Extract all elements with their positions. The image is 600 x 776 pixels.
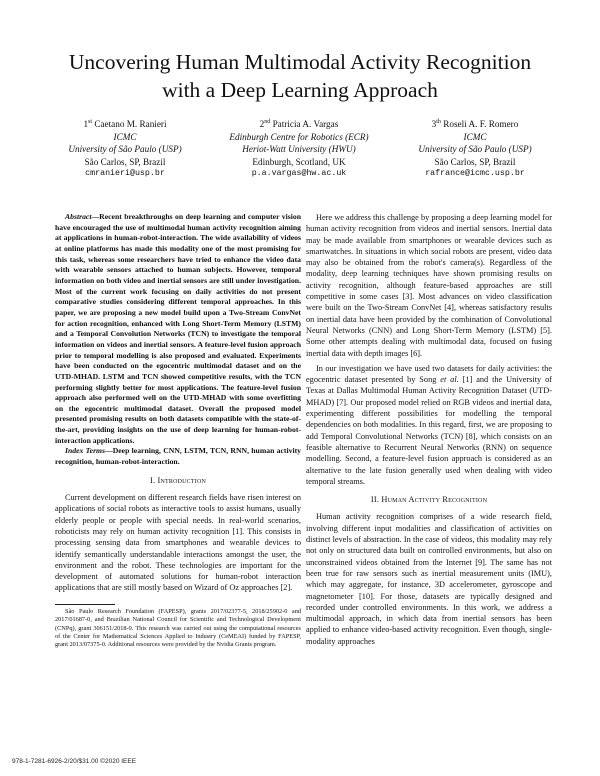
author-location: Edinburgh, Scotland, UK bbox=[252, 156, 346, 167]
right-column bbox=[306, 212, 552, 647]
footnote-divider bbox=[55, 604, 115, 605]
left-column bbox=[55, 212, 301, 650]
author-affiliation: University of São Paulo (USP) bbox=[68, 144, 182, 154]
author-name: 3th Roseli A. F. Romero bbox=[431, 118, 519, 129]
har-paragraph-1: Human activity recognition comprises of a wide research field, involving different input modalities and classification of activities on distinct levels of abstraction. In the case of videos, this modality may rely not only on structured data built on controlled environments, but also on unconstrained videos obtained from the Internet [9]. The same has not been true for raw sensors such as inertial measurement units (IMU), which may aggregate, for instance, 3D accelerometer, gyroscope and magnetometer [10]. For those, datasets are typically designed and recorded under controlled environments. In this work, we address a multimodal approach, in which data from inertial sensors has been applied to enhance video-based activity recognition. Even though, single-modality approaches bbox=[306, 512, 552, 646]
intro-paragraph-2: Here we address this challenge by proposing a deep learning model for human activity recognition from videos and inertial sensors. Inertial data may be made available from smartphones or wearable devices such as smartwatches. In situations in which social robots are present, video data may also be obtained from the robot's camera(s). Regardless of the modality, deep learning techniques have shown promising results on activity recognition, although feature-based approaches are still competitive in some cases [3]. Most advances on video classification were built on the Two-Stream ConvNet [4], whereas satisfactory results on inertial data have been provided by the combination of Convolutional Neural Networks (CNN) and Long Short-Term Memory (LSTM) [5]. Some other attempts dealing with multimodal data, focused on fusing inertial data with depth images [6]. bbox=[306, 213, 552, 358]
index-terms: Index Terms—Deep learning, CNN, LSTM, TCN, RNN, human activity recognition, human-robot-interaction. bbox=[55, 446, 301, 467]
author-block-2 bbox=[214, 118, 384, 181]
author-location: São Carlos, SP, Brazil bbox=[434, 156, 516, 167]
author-affiliation: ICMC bbox=[113, 131, 137, 142]
author-email[interactable]: p.a.vargas@hw.ac.uk bbox=[251, 169, 347, 178]
section-heading-introduction: I. Introduction bbox=[149, 475, 207, 485]
author-name: 2nd Patricia A. Vargas bbox=[259, 118, 339, 129]
intro-paragraph-3: In our investigation we have used two datasets for daily activities: the egocentric dataset presented by Song et al. [1] and the University of Texas at Dallas Multimodal Human Activity Recognition Dataset (UTD-MHAD) [7]. Our proposed model relied on RGB videos and inertial data, experimenting different possibilities for modelling the temporal dependencies on both modalities. In this regard, first, we are proposing to add Temporal Convolutional Networks (TCN) [8], which consists on an feasible alternative to Recurrent Neural Networks (RNN) on sequence modelling. Second, a feature-level fusion approach is considered as an alternative to the late fusion generally used when dealing with video temporal streams. bbox=[306, 363, 552, 486]
intro-paragraph-1: Current development on different research fields have risen interest on applications of social robots as interactive tools to assist humans, usually elderly people or people with special needs. In real-world scenarios, roboticists may rely on human activity recognition [1]. This consists in processing sensing data from smartphones and wearable devices to identify semantically understandable interactions amongst the user, the environment and the robot. These technologies are important for the development of automated solutions for human-robot interaction applications that are still mostly based on Wizard of Oz approaches [2]. bbox=[55, 493, 301, 593]
author-affiliation: Heriot-Watt University (HWU) bbox=[242, 144, 356, 154]
author-location: São Carlos, SP, Brazil bbox=[84, 156, 166, 167]
author-email[interactable]: rafrance@icmc.usp.br bbox=[425, 169, 525, 178]
author-email[interactable]: cmranieri@usp.br bbox=[85, 169, 165, 178]
author-affiliation: University of São Paulo (USP) bbox=[418, 144, 532, 154]
author-block-3 bbox=[390, 118, 560, 181]
abstract: Abstract—Recent breakthroughs on deep learning and computer vision have encouraged the use of multimodal human activity recognition aiming at applications in human-robot-interaction. The wide availability of videos at online platforms has made this modality one of the most promising for this task, whereas some researchers have tried to enhance the video data with wearable sensors attached to human subjects. However, temporal information on both video and inertial sensors are still under investigation. Most of the current work focusing on daily activities do not present comparative studies considering different temporal approaches. In this paper, we are proposing a new model build upon a Two-Stream ConvNet for action recognition, enhanced with Long Short-Term Memory (LSTM) and a Temporal Convolution Networks (TCN) to investigate the temporal information on videos and inertial sensors. A feature-level fusion approach prior to temporal modelling is also proposed and evaluated. Experiments have been conducted on the egocentric multimodal dataset and on the UTD-MHAD. LSTM and TCN showed competitive results, with the TCN performing slightly better for most applications. The feature-level fusion approach also performed well on the UTD-MHAD with some overfitting on the egocentric multimodal dataset. Overall the proposed model presented promising results on both datasets compatible with the state-of-the-art, providing insights on the use of deep learning for human-robot-interaction applications. bbox=[55, 212, 301, 445]
author-name: 1st Caetano M. Ranieri bbox=[83, 118, 167, 129]
funding-footnote: São Paulo Research Foundation (FAPESP), grants 2017/02377-5, 2018/25902-0 and 2017/01687-0, and Brazilian National Council for Scientific and Technological Development (CNPq), grant 306151/2018-9. This research was carried out using the computational resources of the Center for Mathematical Sciences Applied to Industry (CeMEAI) funded by FAPESP, grant 2013/07375-0. Additional resources were provided by the Nvidia Grants program. bbox=[55, 607, 301, 649]
copyright-line: 978-1-7281-6926-2/20/$31.00 ©2020 IEEE bbox=[12, 758, 137, 765]
author-affiliation: ICMC bbox=[463, 131, 487, 142]
author-block-1 bbox=[40, 118, 210, 181]
paper-title: Uncovering Human Multimodal Activity Recognition with a Deep Learning Approach bbox=[68, 50, 532, 102]
author-affiliation: Edinburgh Centre for Robotics (ECR) bbox=[229, 131, 369, 142]
section-heading-har: II. Human Activity Recognition bbox=[370, 495, 488, 505]
